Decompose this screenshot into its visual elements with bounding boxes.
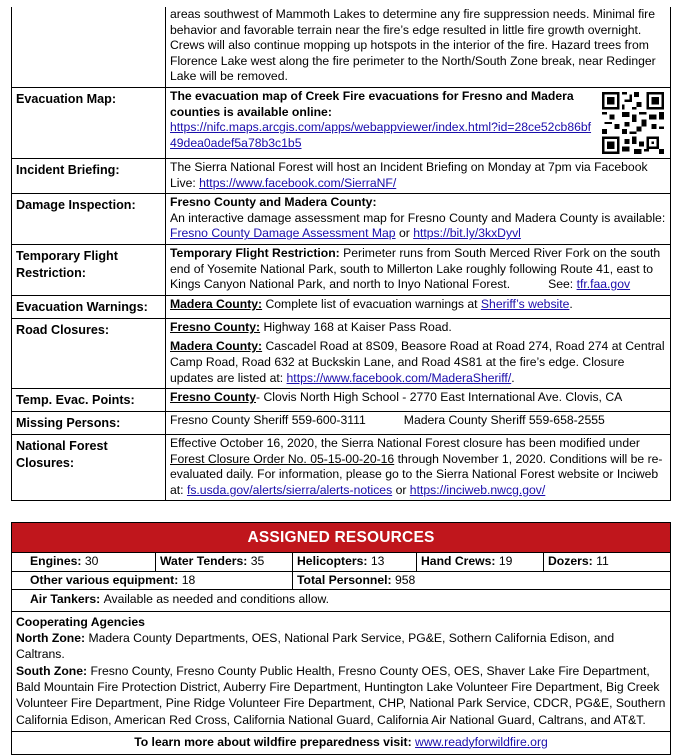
total-personnel-label: Total Personnel: [297, 572, 392, 587]
damage-inspection-text: An interactive damage assessment map for Fresno County and Madera County is available: [170, 210, 666, 225]
north-zone-text: Madera County Departments, OES, National Park Service, PG&E, Sothern California Edison, and Caltrans. [16, 631, 615, 662]
temp-evac-cell [166, 389, 671, 412]
bitly-link[interactable]: https://bit.ly/3kxDyvl [413, 226, 521, 241]
water-tenders-value: 35 [250, 554, 265, 568]
temp-evac-label: Temp. Evac. Points: [12, 389, 166, 412]
air-tankers-cell [12, 590, 670, 611]
inciweb-link[interactable]: https://inciweb.nwcg.gov/ [409, 482, 546, 497]
temp-evac-text: - Clovis North High School - 2770 East International Ave. Clovis, CA [256, 390, 623, 405]
road-fresno-text: Highway 168 at Kaiser Pass Road. [260, 319, 452, 334]
cooperating-agencies [12, 611, 670, 731]
evacuation-map-heading: The evacuation map of Creek Fire evacuations for Fresno and Madera counties is available online: [170, 88, 574, 119]
nf-closures-row [12, 435, 671, 501]
damage-inspection-row [12, 194, 671, 245]
missing-fresno: Fresno County Sheriff 559-600-3111 [170, 413, 366, 428]
evac-warnings-county: Madera County: [170, 296, 263, 311]
dozers-label: Dozers: [548, 554, 593, 568]
closure-order: Forest Closure Order No. 05-15-00-20-16 [170, 451, 395, 466]
hand-crews-value: 19 [498, 554, 513, 568]
other-equipment-cell [12, 572, 292, 590]
engines-cell [12, 553, 155, 571]
nf-closures-label: National Forest Closures: [12, 435, 166, 501]
evac-warnings-row [12, 295, 671, 318]
learn-more-text: To learn more about wildfire preparedness visit: [134, 734, 416, 749]
hand-crews-cell [416, 553, 543, 571]
learn-more-footer [12, 731, 670, 755]
resources-row-3 [12, 589, 670, 611]
info-table [11, 7, 671, 501]
helicopters-cell [292, 553, 416, 571]
damage-inspection-label: Damage Inspection: [12, 194, 166, 245]
water-tenders-label: Water Tenders: [160, 554, 248, 568]
continued-label-cell [12, 7, 166, 87]
nf-closures-cell [166, 435, 671, 501]
qr-code-icon [602, 92, 664, 154]
hand-crews-label: Hand Crews: [421, 554, 496, 568]
total-personnel-cell [292, 572, 670, 590]
tfr-link[interactable]: tfr.faa.gov [576, 277, 631, 292]
water-tenders-cell [155, 553, 292, 571]
incident-briefing-cell [166, 158, 671, 193]
temp-evac-row [12, 389, 671, 412]
incident-briefing-text: The Sierra National Forest will host an Incident Briefing on Monday at 7pm via Facebook Live: [170, 159, 648, 190]
north-zone-label: North Zone: [16, 631, 86, 646]
missing-persons-cell [166, 412, 671, 435]
damage-or-text: or [395, 226, 414, 241]
evacuation-map-link[interactable]: https://nifc.maps.arcgis.com/apps/webappviewer/index.html?id=28ce52cb86bf49dea0adef5a78b3c1b5 [170, 120, 592, 150]
resources-row-1 [12, 552, 670, 571]
nf-or: or [392, 482, 410, 497]
nf-text1: Effective October 16, 2020, the Sierra National Forest closure has been modified under [170, 436, 640, 451]
assigned-resources [11, 522, 671, 755]
road-closures-row [12, 318, 671, 388]
evac-warnings-cell [166, 295, 671, 318]
incident-briefing-row [12, 158, 671, 193]
readyforwildfire-link[interactable]: www.readyforwildfire.org [415, 734, 548, 749]
temp-evac-county: Fresno County [170, 390, 256, 405]
road-madera-county: Madera County: [170, 339, 263, 354]
sierranf-facebook-link[interactable]: https://www.facebook.com/SierraNF/ [199, 175, 397, 190]
fs-usda-link[interactable]: fs.usda.gov/alerts/sierra/alerts-notices [186, 482, 393, 497]
evacuation-map-cell [166, 87, 671, 158]
tfr-see: See: [548, 277, 577, 292]
damage-inspection-heading: Fresno County and Madera County: [170, 195, 377, 210]
dozers-cell [543, 553, 670, 571]
evac-warnings-text: Complete list of evacuation warnings at [262, 296, 481, 311]
cooperating-agencies-title: Cooperating Agencies [16, 614, 145, 629]
total-personnel-value: 958 [394, 572, 416, 587]
engines-label: Engines: [30, 554, 82, 568]
road-madera-text: Cascadel Road at 8S09, Beasore Road at Road 274, Road 274 at Central Camp Road, Road 632 at Buckskin Lane, and Road 4S81 at the fire’s edge. Closure updates are listed at: [170, 339, 665, 385]
madera-sheriff-facebook-link[interactable]: https://www.facebook.com/MaderaSheriff/ [286, 370, 512, 385]
road-fresno-county: Fresno County: [170, 319, 261, 334]
south-zone-text: Fresno County, Fresno County Public Health, Fresno County OES, OES, Shaver Lake Fire Department, Bald Mountain Fire Protection District, Auberry Fire Department, Huntington Lake Volunteer Fire Department, Big Creek Volunteer Fire Department, Pine Ridge Volunteer Fire Department, CHP, National Park Service, CDCR, PG&E, Southern California Edison, American Red Cross, California National Guard, California Air National Guard, Caltrans, and AT&T. [16, 663, 666, 727]
road-closures-cell [166, 318, 671, 388]
sheriff-website-link[interactable]: Sheriff’s website [480, 296, 570, 311]
south-zone-label: South Zone: [16, 663, 88, 678]
evacuation-map-row [12, 87, 671, 158]
tfr-text: Perimeter runs from South Merced River Fork on the south end of Yosemite National Park, south to Millerton Lake roughly following Route 41, east to Kings Canyon National Park, and north to Inyo National Forest. [170, 245, 661, 292]
road-period: . [511, 370, 515, 385]
tfr-cell [166, 244, 671, 295]
continued-row [12, 7, 671, 87]
tfr-heading: Temporary Flight Restriction: [170, 245, 340, 260]
nf-text2: through November 1, 2020. Conditions will be re-evaluated daily. For information, please go to the Sierra National Forest website or Inciweb at: [170, 451, 663, 497]
tfr-label: Temporary Flight Restriction: [12, 244, 166, 295]
evac-warnings-period: . [569, 296, 573, 311]
missing-persons-label: Missing Persons: [12, 412, 166, 435]
other-equipment-value: 18 [181, 572, 196, 587]
other-equipment-label: Other various equipment: [30, 572, 179, 587]
incident-briefing-label: Incident Briefing: [12, 158, 166, 193]
evac-warnings-label: Evacuation Warnings: [12, 295, 166, 318]
damage-inspection-cell [166, 194, 671, 245]
air-tankers-value: Available as needed and conditions allow. [103, 592, 330, 607]
evacuation-map-label: Evacuation Map: [12, 87, 166, 158]
damage-assessment-map-link[interactable]: Fresno County Damage Assessment Map [170, 226, 396, 241]
engines-value: 30 [84, 554, 99, 568]
helicopters-value: 13 [370, 554, 385, 568]
missing-madera: Madera County Sheriff 559-658-2555 [403, 413, 605, 428]
road-closures-label: Road Closures: [12, 318, 166, 388]
continued-text: areas southwest of Mammoth Lakes to determine any fire suppression needs. Minimal fire behavior and favorable terrain near the fire’s edge resulted in little fire growth overnight. Crews will also continue mopping up hotspots in the interior of the fire. Hazard trees from Florence Lake west along the fire perimeter to the North/South Zone break, near Redinger Lake will be removed. [166, 7, 671, 87]
dozers-value: 11 [596, 554, 609, 568]
missing-persons-row [12, 412, 671, 435]
assigned-resources-title: ASSIGNED RESOURCES [12, 523, 670, 552]
helicopters-label: Helicopters: [297, 554, 368, 568]
resources-row-2 [12, 571, 670, 590]
air-tankers-label: Air Tankers: [30, 592, 101, 607]
tfr-row [12, 244, 671, 295]
